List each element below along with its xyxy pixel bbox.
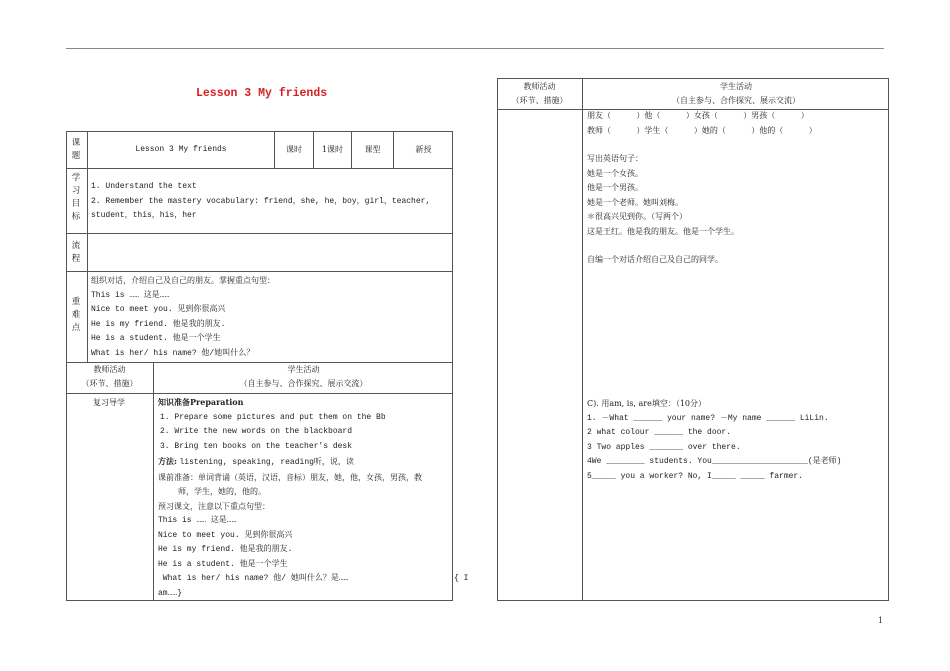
student-activity-sub: （自主参与、合作探究、展示交流）: [239, 379, 368, 388]
dialogue-prompt: 自编一个对话介绍自己及自己的同学。: [587, 255, 723, 264]
type-label: 课型: [364, 145, 381, 154]
column-divider: [582, 78, 583, 601]
label-topic: 课 题: [71, 138, 81, 161]
teacher-activity-title: 教师活动: [93, 365, 126, 374]
student-activity-title: 学生活动: [287, 365, 320, 374]
right-teacher-activity-title: 教师活动: [523, 82, 556, 91]
row-divider: [66, 393, 453, 394]
hours-value: 1课时: [321, 145, 344, 154]
review-content: 知识准备Preparation 1. Prepare some pictures and put them on the Bb 2. Write the new words on the blackboard 3. Bring ten books on the teacher’s desk 方法: listening, speaking, reading听，说，读 课前准备：单词背诵（英语，汉语，音标）朋友，她，他，女孩，男孩，教 师，学生，她的，他的。 预习课文，注意以下重点句型： This is …… 这是…… Nice to meet you. 见到你很高兴 He is my friend. 他是我的朋友. He is a student. 他是一个学生 What is her/ his name? 他/ 她叫什么？是…… { I am……}: [158, 397, 469, 598]
column-divider: [87, 131, 88, 362]
row-divider: [66, 168, 453, 169]
column-divider: [153, 362, 154, 601]
goals-text: 1. Understand the text 2. Remember the mastery vocabulary: friend，she, he，boy，girl，teacher, student，this，his，her: [91, 182, 431, 220]
lesson-name: Lesson 3 My friends: [135, 145, 227, 154]
label-process: 流 程: [71, 241, 81, 264]
label-key-points: 重 难 点: [71, 297, 81, 333]
right-student-activity-sub: （自主参与、合作探究、展示交流）: [672, 96, 800, 105]
vocab-exercise: 朋友（ ）他（ ）女孩（ ）男孩（ ） 教师（ ）学生（ ）她的（ ）他的（ ）: [587, 111, 817, 135]
row-divider: [66, 271, 453, 272]
page-title: Lesson 3 My friends: [196, 87, 328, 100]
right-student-activity-title: 学生活动: [720, 82, 752, 91]
page-number: 1: [878, 616, 884, 625]
hours-label: 课时: [286, 145, 302, 154]
review-label: 复习导学: [93, 398, 125, 407]
key-points-text: 组织对话，介绍自己及自己的朋友。掌握重点句型： This is …… 这是…… Nice to meet you. 见到你很高兴 He is my friend. 他是我的朋友. He is a student. 他是一个学生 What is her/ his name? 他/她叫什么？: [91, 276, 275, 358]
header-rule: [66, 48, 884, 49]
right-teacher-activity-sub: （环节、措施）: [511, 96, 568, 105]
label-goals: 学 习 目 标: [71, 173, 81, 222]
fill-in-exercise: C). 用am, is, are填空：（10分） 1. －What ______ your name? －My name ______ LiLin. 2 what colour ______ the door. 3 Two apples _______ over there. 4We ________ students. You____________________(是老师) 5_____ you a worker? No, I_____ _____ farmer.: [587, 399, 842, 481]
row-divider: [66, 233, 453, 234]
type-value: 新授: [415, 145, 432, 154]
sentence-exercise: 写出英语句子： 她是一个女孩。 他是一个男孩。 她是一个老师。她叫刘梅。 ＊很高兴见到你。（写两个） 这是王红。他是我的朋友。他是一个学生。: [587, 154, 739, 236]
teacher-activity-sub: （环节、措施）: [81, 379, 138, 388]
